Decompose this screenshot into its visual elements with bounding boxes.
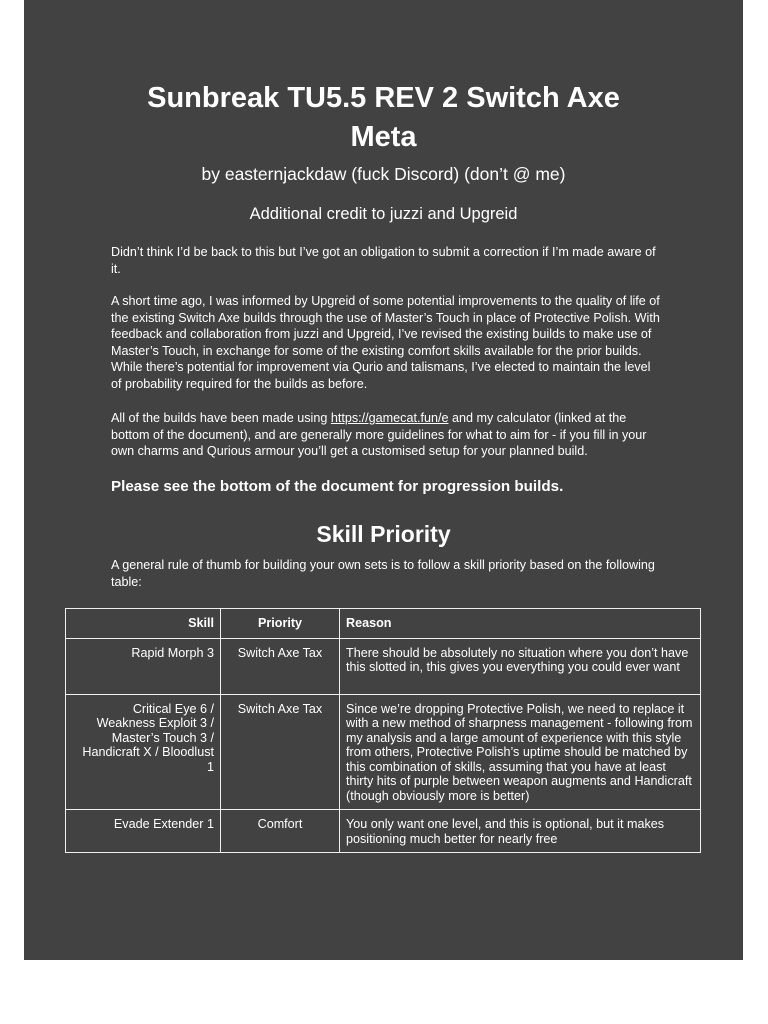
table-row [66,694,701,810]
reason-cell: You only want one level, and this is optional, but it makes positioning much better for nearly free [340,810,701,853]
priority-cell: Comfort [221,810,340,853]
intro-paragraph-3 [111,410,663,460]
title-line-2: Meta [350,121,417,153]
column-header-skill: Skill [66,609,221,639]
skill-priority-table [65,608,701,853]
reason-cell: Since we’re dropping Protective Polish, we need to replace it with a new method of sharpness management - following from my analysis and a large amount of experience with this style from others, Protective Polish’s uptime should be matched by this combination of skills, assuming that you have at least thirty hits of purple between weapon augments and Handicraft (though obviously more is better) [340,694,701,810]
intro-paragraph-3-end: and my calculator (linked at the bottom of the document), and are generally more guidelines for what to aim for - if you fill in your own charms and Qurious armour you’ll get a customised setup for your planned build. [111,411,647,458]
title-line-1: Sunbreak TU5.5 REV 2 Switch Axe [147,82,620,114]
author-byline: by easternjackdaw (fuck Discord) (don’t @ me) [201,164,566,184]
intro-paragraph-1: Didn’t think I’d be back to this but I’ve got an obligation to submit a correction if I’m made aware of it. [111,245,656,276]
gamecat-link[interactable]: https://gamecat.fun/e [330,411,449,425]
skill-priority-heading: Skill Priority [316,521,451,547]
table-header-row [66,609,701,639]
column-header-reason: Reason [340,609,701,639]
table-row [66,810,701,853]
skill-cell: Critical Eye 6 / Weakness Exploit 3 / Master’s Touch 3 / Handicraft X / Bloodlust 1 [66,694,221,810]
document-page [24,0,743,960]
intro-paragraph-2: A short time ago, I was informed by Upgreid of some potential improvements to the quality of life of the existing Switch Axe builds through the use of Master’s Touch in place of Protective Polish. With feedback and collaboration from juzzi and Upgreid, I’ve revised the existing builds to make use of Master’s Touch, in exchange for some of the existing comfort skills available for the prior builds. While there’s potential for improvement via Qurio and talismans, I’ve elected to maintain the level of probability required for the builds as before. [111,294,660,391]
priority-cell: Switch Axe Tax [221,694,340,810]
reason-cell: There should be absolutely no situation where you don’t have this slotted in, this gives you everything you could ever want [340,638,701,694]
skill-cell: Evade Extender 1 [66,810,221,853]
table-row [66,638,701,694]
intro-paragraph-3-start: All of the builds have been made using [111,411,331,425]
skill-cell: Rapid Morph 3 [66,638,221,694]
column-header-priority: Priority [221,609,340,639]
skill-priority-intro: A general rule of thumb for building your own sets is to follow a skill priority based on the following table: [111,558,655,589]
priority-cell: Switch Axe Tax [221,638,340,694]
progression-note: Please see the bottom of the document for progression builds. [111,478,564,495]
document-title [24,79,743,157]
credit-line: Additional credit to juzzi and Upgreid [249,205,518,223]
